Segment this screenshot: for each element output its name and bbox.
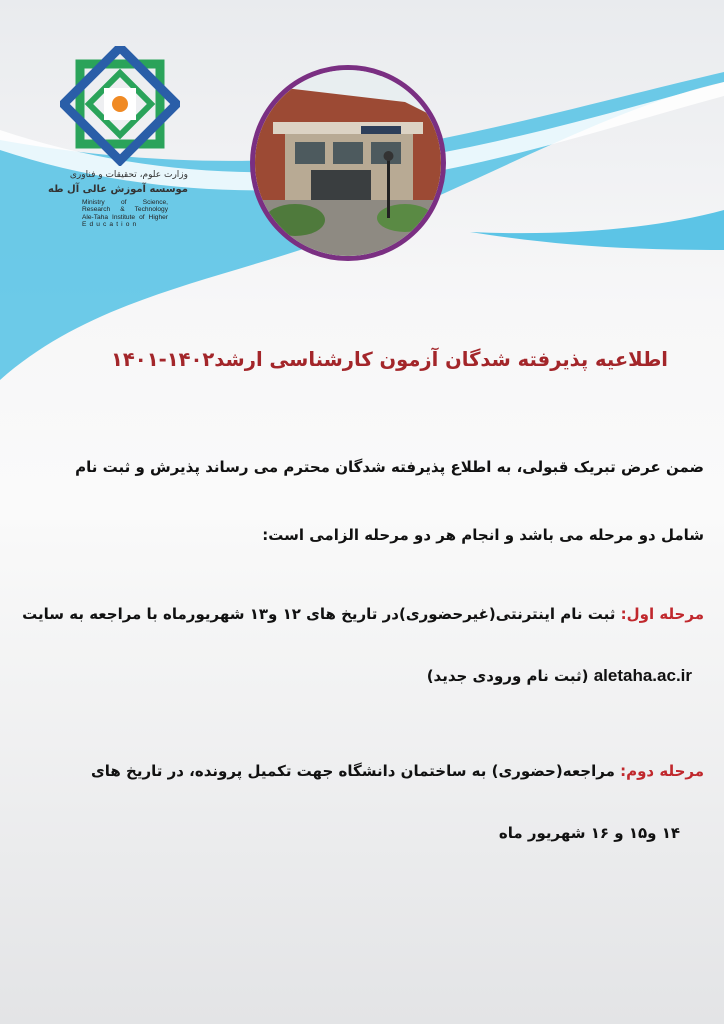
- stage1-url-line: [22, 666, 692, 686]
- logo-star-icon: [60, 46, 180, 166]
- stage1-site-link[interactable]: aletaha.ac.ir: [593, 666, 692, 685]
- logo-ministry-fa: وزارت علوم، تحقیقات و فناوری: [69, 170, 188, 180]
- stage1-text: ثبت نام اینترنتی(غیرحضوری)در تاریخ های ۱۲ و۱۳ شهریورماه با مراجعه به سایت: [22, 605, 616, 623]
- stage2-paragraph: [22, 762, 704, 780]
- logo-english-text: [82, 199, 168, 229]
- stage1-label: مرحله اول:: [620, 605, 704, 623]
- intro-line-1: ضمن عرض تبریک قبولی، به اطلاع پذیرفته شدگان محترم می رساند پذیرش و ثبت نام: [75, 458, 704, 476]
- stage2-text: مراجعه(حضوری) به ساختمان دانشگاه جهت تکمیل پرونده، در تاریخ های: [91, 762, 615, 780]
- logo-en-line: Ale-Taha Institute of Higher: [82, 213, 168, 221]
- logo-institute-fa: موسسه آموزش عالی آل طه: [48, 184, 188, 195]
- university-building-photo: [250, 65, 446, 261]
- stage2-dates: ۱۴ و۱۵ و ۱۶ شهریور ماه: [498, 824, 680, 842]
- logo-en-line: Education: [82, 221, 140, 229]
- stage1-paragraph: [22, 605, 704, 623]
- stage2-label: مرحله دوم:: [620, 762, 704, 780]
- announcement-title: اطلاعیه پذیرفته شدگان آزمون کارشناسی ارشد۱۴۰۲-۱۴۰۱: [110, 348, 668, 371]
- intro-line-2: شامل دو مرحله می باشد و انجام هر دو مرحله الزامی است:: [262, 526, 704, 544]
- logo-en-line: Research & Technology: [82, 206, 168, 214]
- logo-en-line: Ministry of Science,: [82, 199, 168, 206]
- stage1-note: (ثبت نام ورودی جدید): [426, 667, 589, 685]
- institute-logo: [48, 46, 188, 229]
